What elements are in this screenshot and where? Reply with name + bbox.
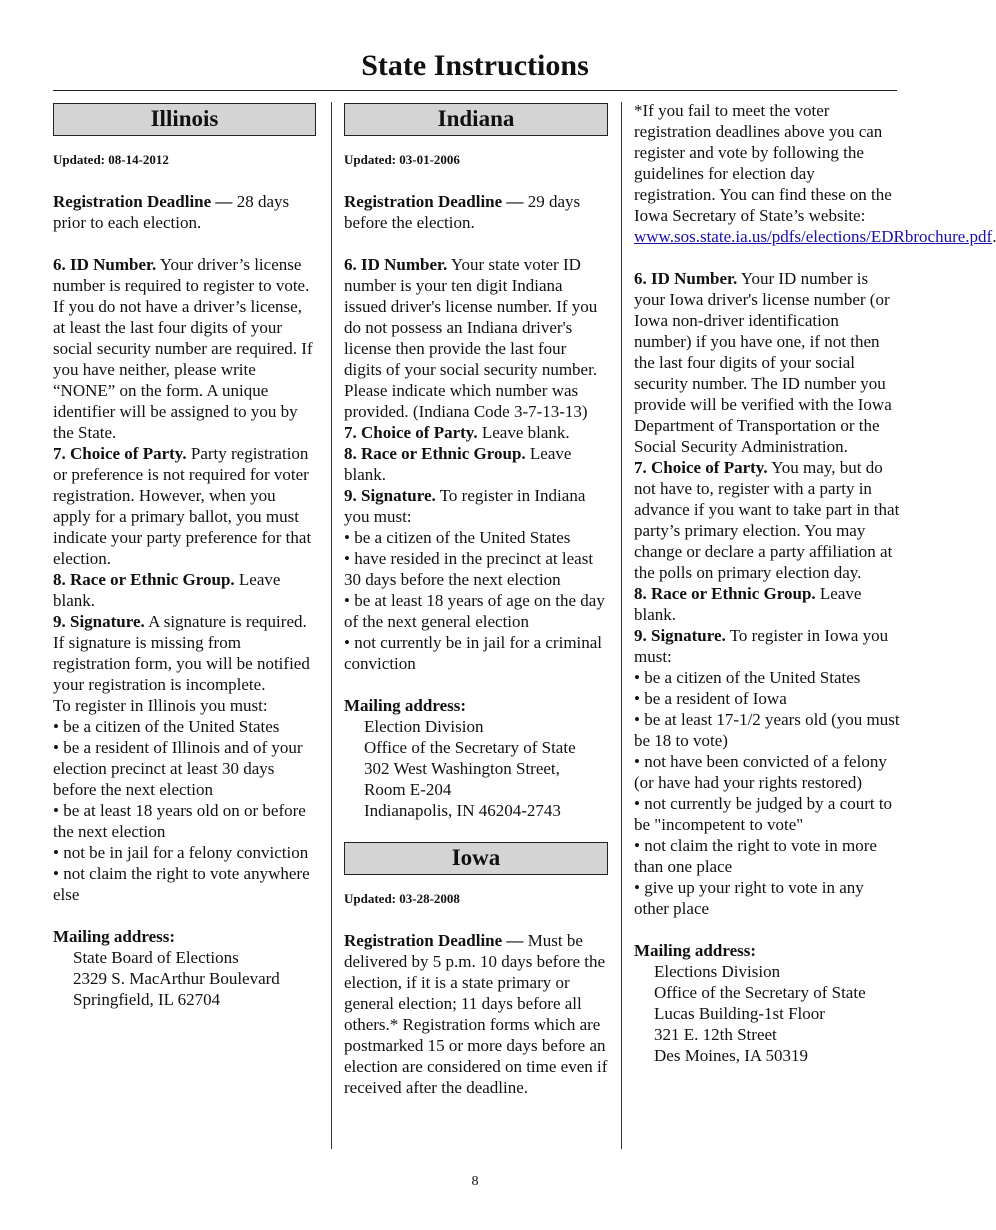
list-item: • not currently be judged by a court to be "incompetent to vote" bbox=[634, 794, 893, 834]
illinois-id-number: 6. ID Number. Your driver’s license number is required to register to vote. If you do not have a driver’s license, at least the last four digits of your social security number are required. If you have neither, please write “NONE” on the form. A unique identifier will be assigned to you by the State. bbox=[53, 255, 313, 442]
illinois-heading: Illinois bbox=[53, 103, 316, 136]
list-item: • not have been convicted of a felony (or have had your rights restored) bbox=[634, 752, 887, 792]
address-line: Lucas Building-1st Floor bbox=[654, 1004, 825, 1023]
list-item: • give up your right to vote in any other place bbox=[634, 878, 864, 918]
iowa-mailing-label: Mailing address: bbox=[634, 941, 757, 960]
address-line: Springfield, IL 62704 bbox=[73, 990, 221, 1009]
illinois-updated: Updated: 08-14-2012 bbox=[53, 152, 169, 167]
list-item: • be at least 18 years of age on the day of the next general election bbox=[344, 591, 605, 631]
list-item: • be a citizen of the United States bbox=[634, 668, 861, 687]
list-item: • not be in jail for a felony conviction bbox=[53, 843, 309, 862]
iowa-race: 8. Race or Ethnic Group. Leave blank. bbox=[634, 584, 862, 624]
column-divider bbox=[621, 102, 622, 1149]
address-line: 321 E. 12th Street bbox=[654, 1025, 777, 1044]
indiana-deadline: Registration Deadline — 29 days before the election. bbox=[344, 192, 581, 232]
address-line: Election Division bbox=[364, 717, 484, 736]
iowa-column bbox=[634, 100, 993, 1066]
column-divider bbox=[331, 102, 332, 1149]
iowa-id-number: 6. ID Number. Your ID number is your Iowa driver's license number (or Iowa non-driver identification number) if you have one, if not then the last four digits of your social security number. The ID number you provide will be verified with the Iowa Department of Transportation or the Social Security Administration. bbox=[634, 269, 892, 456]
illinois-column bbox=[53, 100, 316, 1010]
iowa-choice-of-party: 7. Choice of Party. You may, but do not have to, register with a party in advance if you want to take part in that party’s primary election. You may change or declare a party affiliation at the polls on primary election day. bbox=[634, 458, 900, 582]
indiana-updated: Updated: 03-01-2006 bbox=[344, 152, 460, 167]
list-item: • have resided in the precinct at least 30 days before the next election bbox=[344, 549, 594, 589]
address-line: Indianapolis, IN 46204-2743 bbox=[364, 801, 561, 820]
list-item: • not claim the right to vote in more than one place bbox=[634, 836, 877, 876]
page-title: State Instructions bbox=[361, 49, 589, 82]
list-item: • be a citizen of the United States bbox=[344, 528, 571, 547]
address-line: Room E-204 bbox=[364, 780, 452, 799]
indiana-race: 8. Race or Ethnic Group. Leave blank. bbox=[344, 444, 572, 484]
illinois-deadline: Registration Deadline — 28 days prior to each election. bbox=[53, 192, 290, 232]
iowa-updated: Updated: 03-28-2008 bbox=[344, 891, 460, 906]
list-item: • be a resident of Iowa bbox=[634, 689, 787, 708]
list-item: • be a resident of Illinois and of your election precinct at least 30 days before the next election bbox=[53, 738, 303, 799]
address-line: Des Moines, IA 50319 bbox=[654, 1046, 808, 1065]
list-item: • be at least 18 years old on or before the next election bbox=[53, 801, 306, 841]
indiana-id-number: 6. ID Number. Your state voter ID number is your ten digit Indiana issued driver's license number. If you do not possess an Indiana driver's license then provide the last four digits of your social security number. Please indicate which number was provided. (Indiana Code 3-7-13-13) bbox=[344, 255, 598, 421]
indiana-mailing-label: Mailing address: bbox=[344, 696, 467, 715]
illinois-choice-of-party: 7. Choice of Party. Party registration or preference is not required for voter registration. However, when you apply for a primary ballot, you must indicate your party preference for that election. bbox=[53, 444, 312, 568]
address-line: 2329 S. MacArthur Boulevard bbox=[73, 969, 280, 988]
indiana-column bbox=[344, 100, 608, 1098]
indiana-signature: 9. Signature. To register in Indiana you must: bbox=[344, 486, 586, 526]
illinois-signature: 9. Signature. A signature is required. If signature is missing from registration form, you will be notified your registration is incomplete. bbox=[53, 612, 310, 694]
address-line: 302 West Washington Street, bbox=[364, 759, 560, 778]
iowa-edr-link[interactable]: www.sos.state.ia.us/pdfs/elections/EDRbrochure.pdf bbox=[634, 227, 993, 246]
list-item: • not currently be in jail for a criminal conviction bbox=[344, 633, 603, 673]
address-line: Elections Division bbox=[654, 962, 781, 981]
illinois-race: 8. Race or Ethnic Group. Leave blank. bbox=[53, 570, 281, 610]
iowa-deadline: Registration Deadline — Must be delivered by 5 p.m. 10 days before the election, if it is a state primary or general election; 11 days before all others.* Registration forms which are postmarked 15 or more days before an election are considered on time even if received after the deadline. bbox=[344, 931, 608, 1097]
list-item: • not claim the right to vote anywhere else bbox=[53, 864, 310, 904]
iowa-late-note: *If you fail to meet the voter registration deadlines above you can register and vote by following the guidelines for election day registration. You can find these on the Iowa Secretary of State’s website: www.sos.state.ia.us/pdfs/elections/EDRbrochure.pdf bbox=[634, 101, 993, 246]
indiana-choice-of-party: 7. Choice of Party. Leave blank. bbox=[344, 423, 570, 442]
list-item: • be a citizen of the United States bbox=[53, 717, 280, 736]
illinois-must-intro: To register in Illinois you must: bbox=[53, 696, 268, 715]
address-line: Office of the Secretary of State bbox=[654, 983, 866, 1002]
address-line: State Board of Elections bbox=[73, 948, 239, 967]
iowa-heading: Iowa bbox=[344, 842, 608, 875]
list-item: • be at least 17-1/2 years old (you must be 18 to vote) bbox=[634, 710, 900, 750]
address-line: Office of the Secretary of State bbox=[364, 738, 576, 757]
illinois-mailing-label: Mailing address: bbox=[53, 927, 176, 946]
title-rule bbox=[53, 90, 897, 91]
iowa-signature: 9. Signature. To register in Iowa you must: bbox=[634, 626, 889, 666]
indiana-heading: Indiana bbox=[344, 103, 608, 136]
page-number: 8 bbox=[471, 1174, 479, 1189]
